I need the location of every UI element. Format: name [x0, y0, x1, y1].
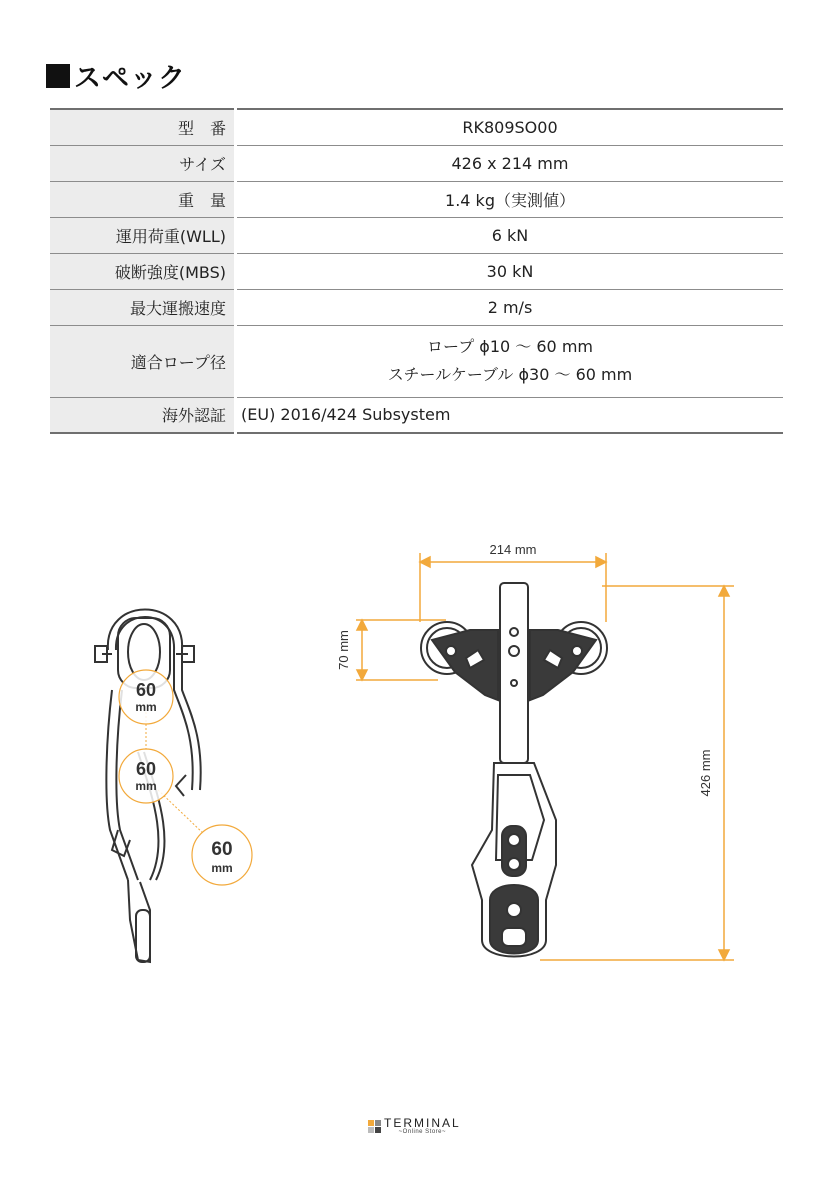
spec-label: サイズ — [50, 145, 236, 181]
circle-value: 60 — [135, 680, 157, 700]
spec-value: 6 kN — [491, 225, 529, 245]
circle-unit: mm — [211, 861, 233, 875]
footer-brand: TERMINAL — [384, 1116, 461, 1130]
wheel-height-dimension-label: 70 mm — [336, 630, 351, 670]
spec-label: 最大運搬速度 — [50, 289, 236, 325]
spec-row-speed — [50, 289, 783, 325]
spec-label: 運用荷重(WLL) — [50, 217, 236, 253]
spec-label: 海外認証 — [50, 397, 236, 433]
section-title-text: スペック — [74, 63, 186, 94]
front-view-dimensions — [356, 553, 734, 960]
spec-value — [236, 325, 784, 397]
footer-subtitle: ~Online Store~ — [398, 1129, 447, 1135]
rope-diameter-circles — [119, 670, 252, 885]
spec-row-wll — [50, 217, 783, 253]
spec-table — [50, 108, 783, 434]
spec-label: 型 番 — [50, 109, 236, 145]
circle-value: 60 — [211, 839, 233, 860]
spec-value: (EU) 2016/424 Subsystem — [241, 405, 451, 425]
spec-value-line-cable: スチールケーブル ϕ30 ～ 60 mm — [387, 365, 633, 384]
spec-row-certification — [50, 397, 783, 433]
title-square-icon — [46, 64, 70, 88]
spec-row-model — [50, 109, 783, 145]
spec-value: 30 kN — [486, 261, 534, 281]
spec-value: RK809SO00 — [462, 117, 558, 137]
circle-value: 60 — [135, 759, 157, 779]
spec-value: 1.4 kg（実測値） — [445, 190, 575, 210]
spec-label: 適合ロープ径 — [50, 325, 236, 397]
height-dimension-label: 426 mm — [698, 749, 713, 797]
spec-value-line-rope: ロープ ϕ10 ～ 60 mm — [427, 337, 593, 356]
spec-label: 破断強度(MBS) — [50, 253, 236, 289]
footer-logo — [368, 1118, 461, 1135]
circle-unit: mm — [135, 700, 157, 714]
circle-unit: mm — [135, 779, 157, 793]
product-diagram — [0, 520, 833, 990]
terminal-logo-icon — [368, 1120, 381, 1133]
spec-row-weight — [50, 181, 783, 217]
spec-label: 重 量 — [50, 181, 236, 217]
section-title — [46, 56, 186, 95]
spec-row-rope-diameter — [50, 325, 783, 397]
spec-row-mbs — [50, 253, 783, 289]
spec-row-size — [50, 145, 783, 181]
front-view-illustration — [421, 583, 607, 957]
spec-value: 426 x 214 mm — [451, 153, 569, 173]
spec-value: 2 m/s — [487, 297, 533, 317]
width-dimension-label: 214 mm — [489, 542, 537, 557]
